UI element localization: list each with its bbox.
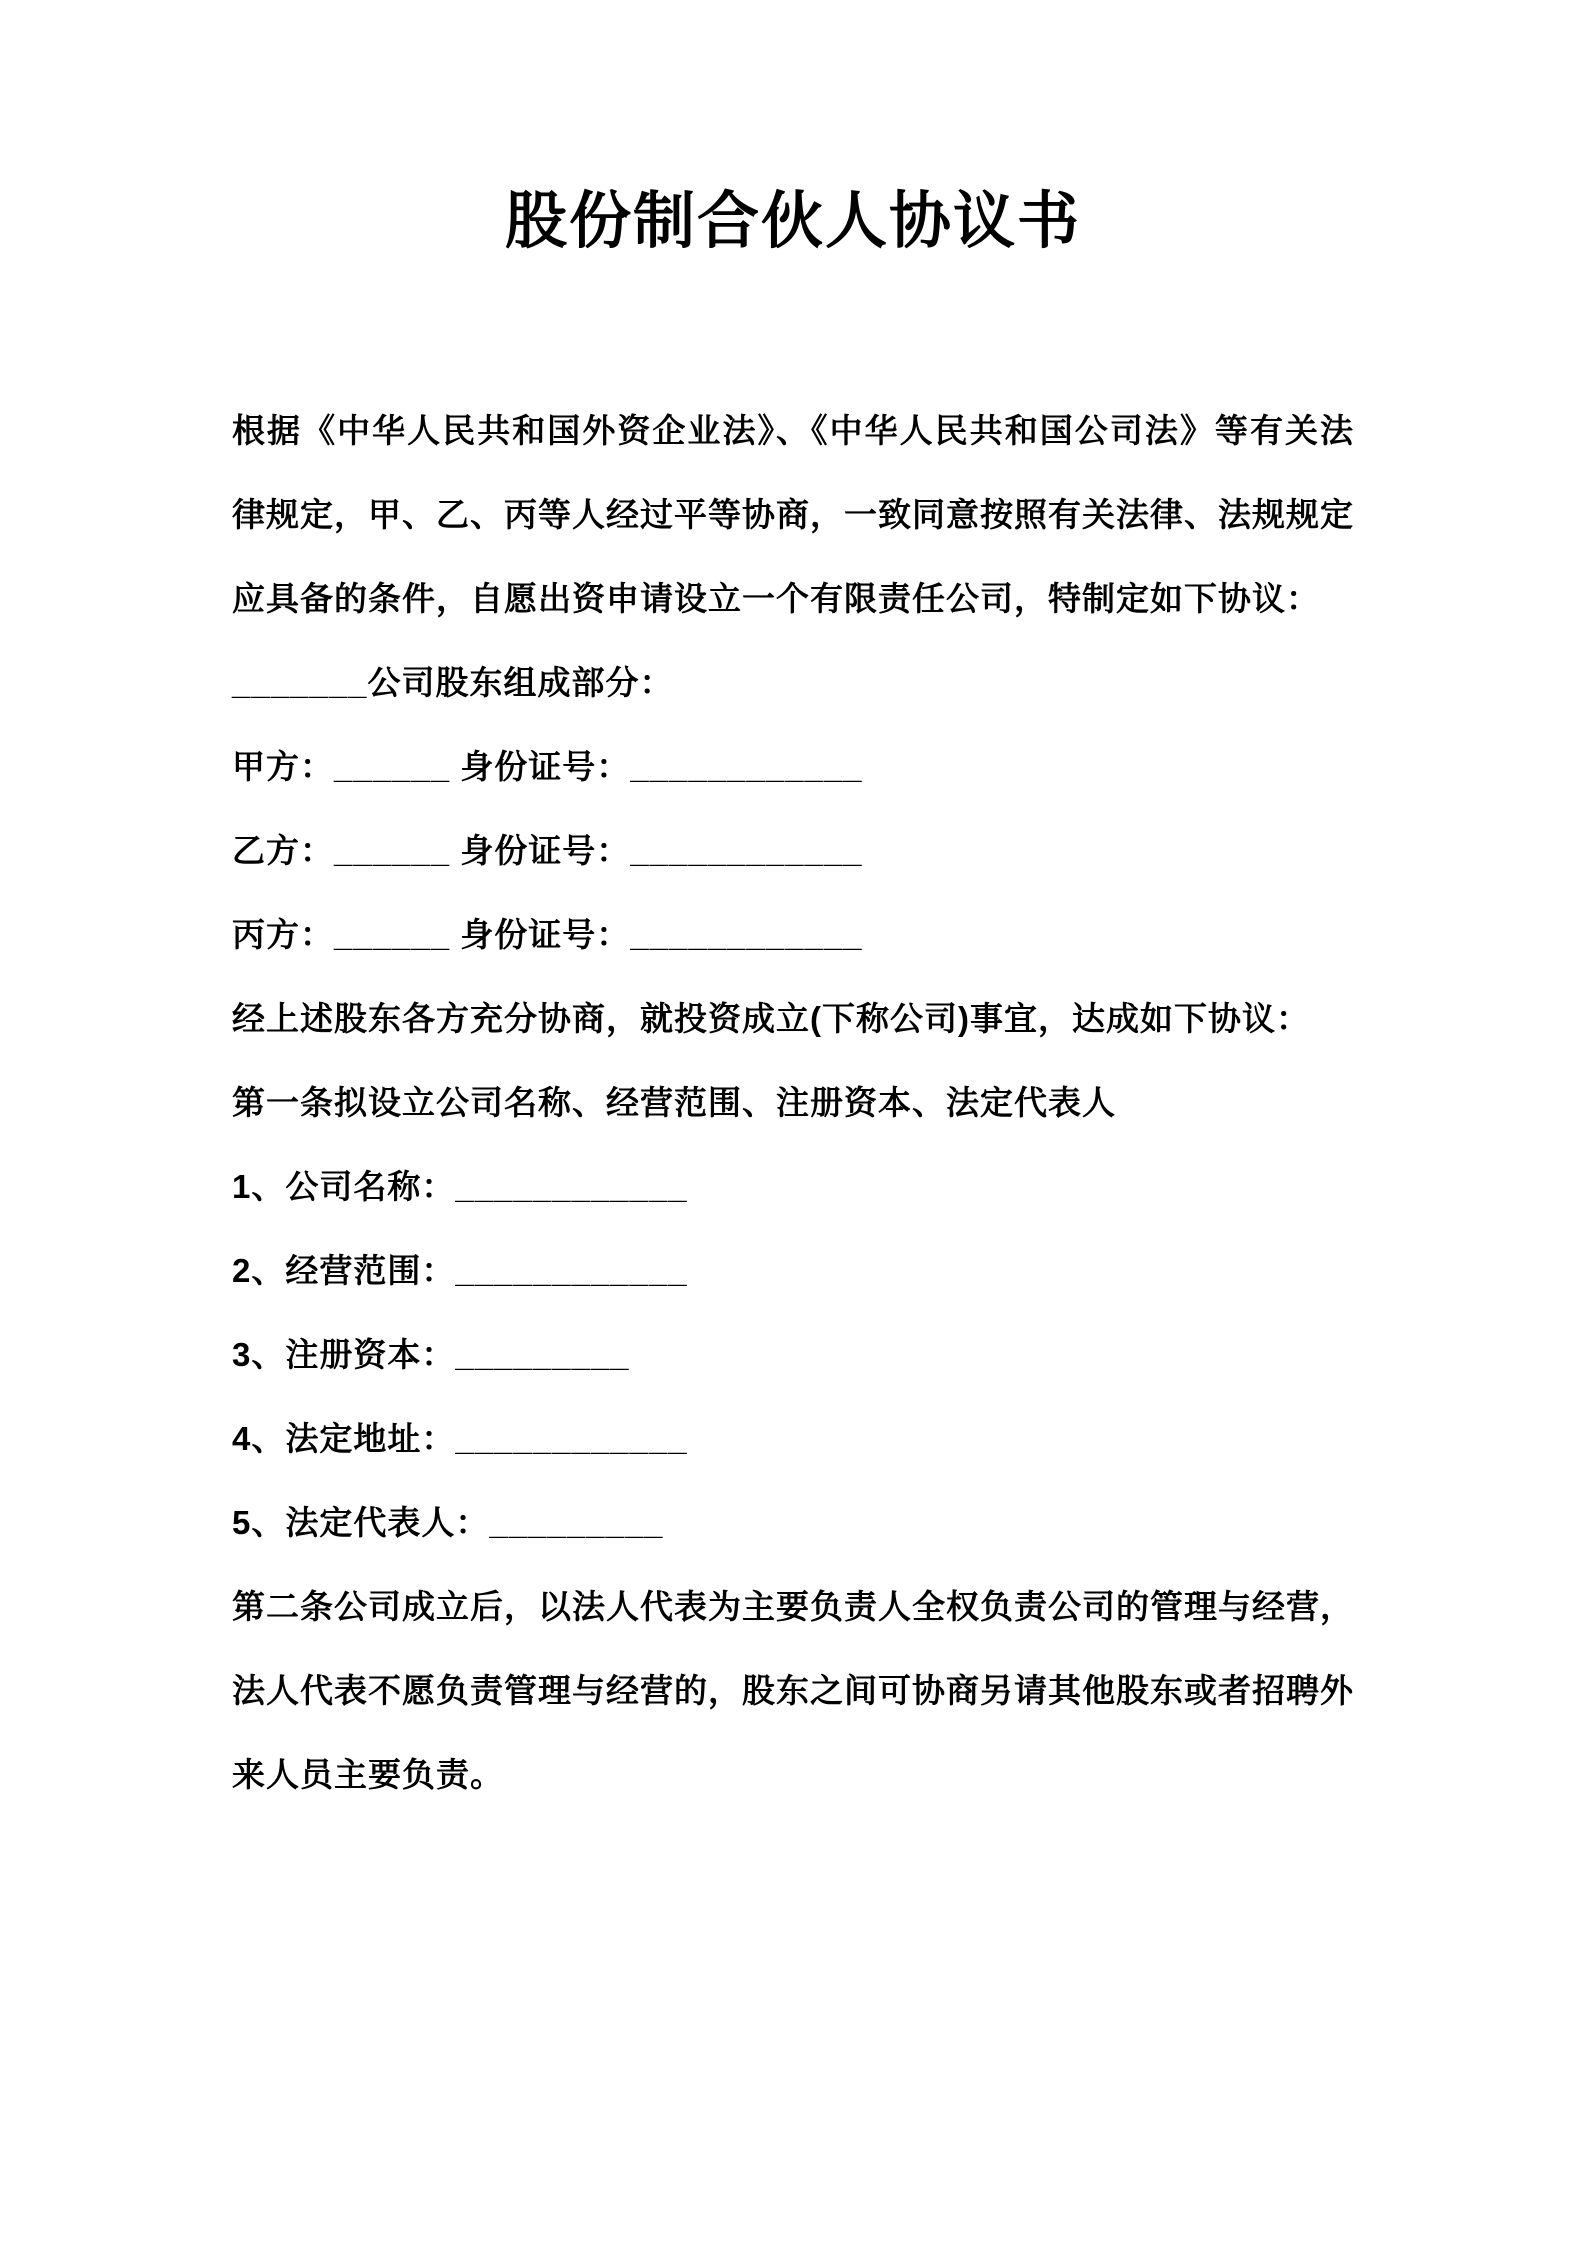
item-legal-address: 4、法定地址：____________ — [232, 1420, 688, 1458]
paragraph-intro: 根据《中华人民共和国外资企业法》、《中华人民共和国公司法》等有关法律规定，甲、乙、丙等人经过平等协商，一致同意按照有关法律、法规规定应具备的条件，自愿出资申请设立一个有限责任公司，特制定如下协议： — [232, 412, 1354, 618]
document-body — [232, 389, 1354, 1817]
item-legal-representative: 5、法定代表人：_________ — [232, 1504, 664, 1542]
line-company-shareholders: _______公司股东组成部分： — [232, 664, 674, 702]
paragraph-consensus: 经上述股东各方充分协商，就投资成立(下称公司)事宜，达成如下协议： — [232, 1000, 1310, 1038]
item-company-name: 1、公司名称：____________ — [232, 1168, 688, 1206]
document-title: 股份制合伙人协议书 — [504, 187, 1081, 256]
item-registered-capital: 3、注册资本：_________ — [232, 1336, 630, 1374]
item-business-scope: 2、经营范围：____________ — [232, 1252, 688, 1290]
line-party-b: 乙方：______ 身份证号：____________ — [232, 832, 863, 870]
line-party-a: 甲方：______ 身份证号：____________ — [232, 748, 863, 786]
paragraph-article-2: 第二条公司成立后，以法人代表为主要负责人全权负责公司的管理与经营，法人代表不愿负责管理与经营的，股东之间可协商另请其他股东或者招聘外来人员主要负责。 — [232, 1588, 1354, 1794]
heading-article-1: 第一条拟设立公司名称、经营范围、注册资本、法定代表人 — [232, 1084, 1116, 1122]
line-party-c: 丙方：______ 身份证号：____________ — [232, 916, 863, 954]
